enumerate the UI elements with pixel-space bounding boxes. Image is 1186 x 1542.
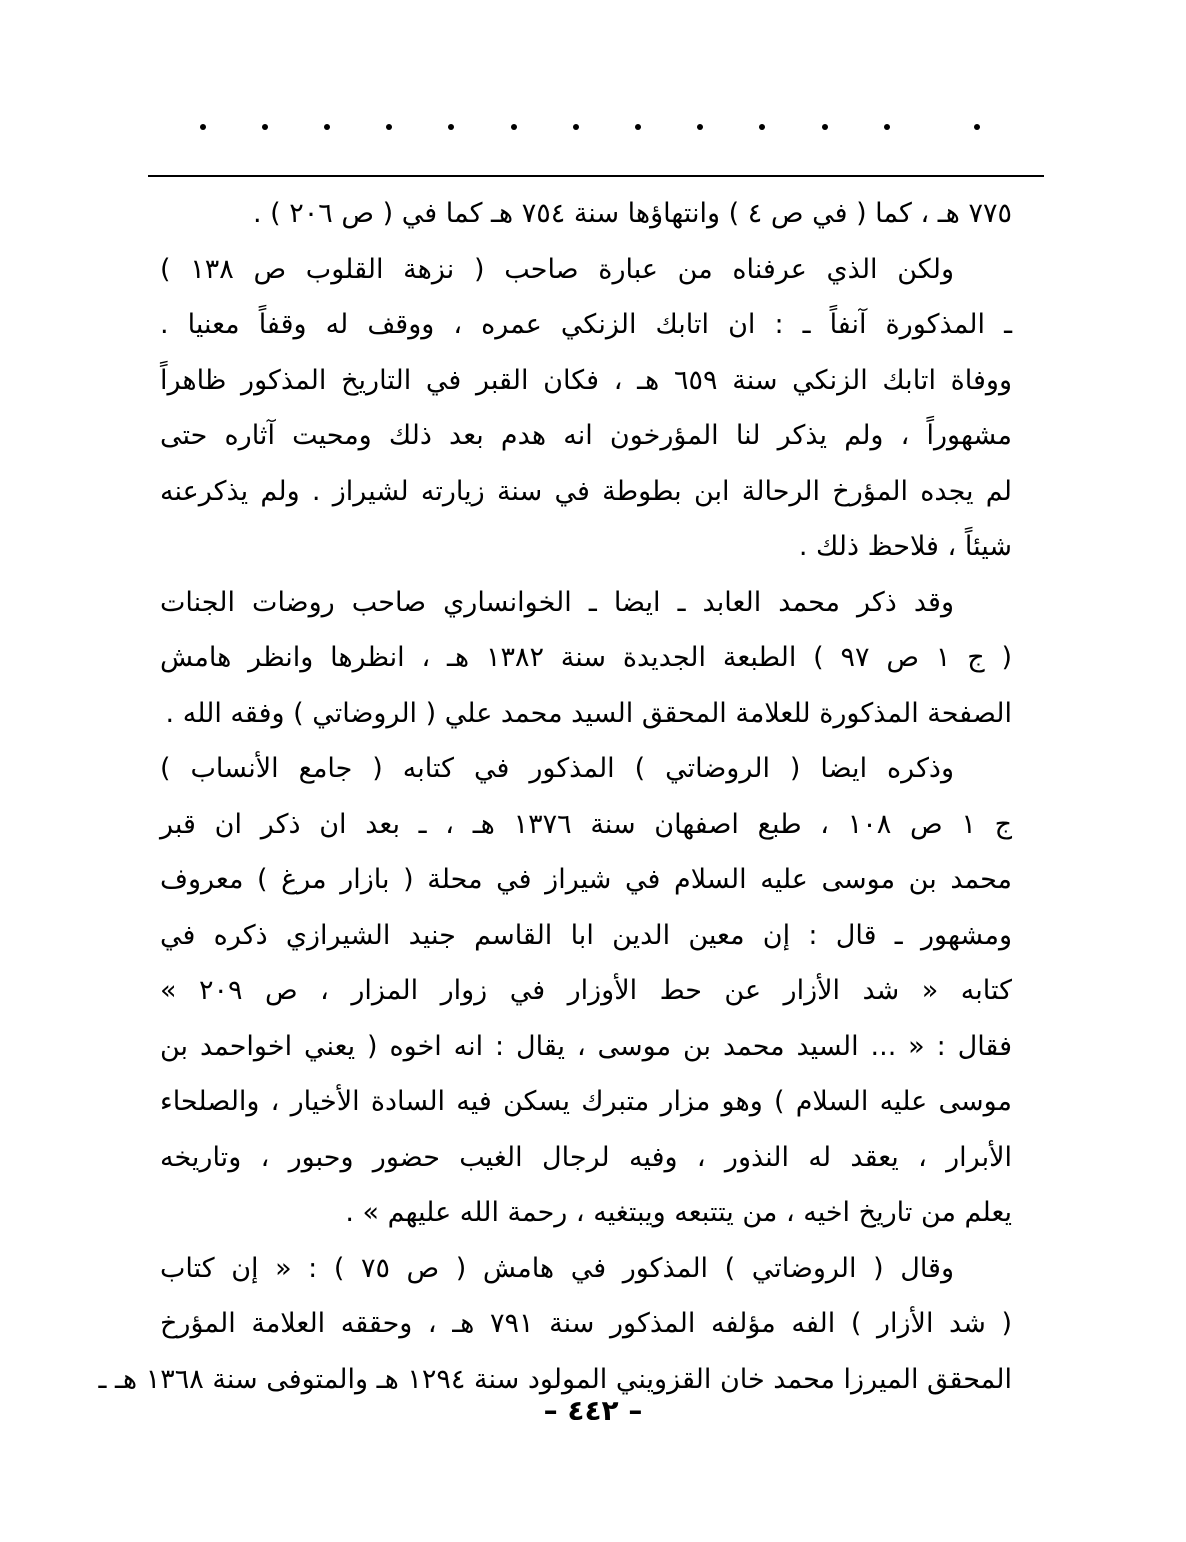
text-line: ولكن الذي عرفناه من عبارة صاحب ( نزهة القلوب ص ١٣٨ ) [160, 253, 954, 285]
text-line: وذكره ايضا ( الروضاتي ) المذكور في كتابه ( جامع الأنساب ) [160, 753, 954, 784]
text-line: موسى عليه السلام ) وهو مزار متبرك يسكن فيه السادة الأخيار ، والصلحاء [160, 1086, 1012, 1117]
dot [324, 124, 330, 130]
dot [511, 124, 517, 130]
text-line: لم يجده المؤرخ الرحالة ابن بطوطة في سنة زيارته لشيراز . ولم يذكرعنه [160, 475, 1012, 507]
dot [200, 124, 206, 130]
dot [822, 124, 828, 130]
text-line: المحقق الميرزا محمد خان القزويني المولود سنة ١٢٩٤ هـ والمتوفى سنة ١٣٦٨ هـ ـ [98, 1363, 1012, 1395]
text-line: ـ المذكورة آنفاً ـ : ان اتابك الزنكي عمره ، ووقف له وقفاً معنيا . [160, 309, 1012, 340]
dot [262, 124, 268, 130]
dot [386, 124, 392, 130]
decorative-dot-row [200, 124, 1000, 140]
text-line: فقال : « ... السيد محمد بن موسى ، يقال : انه اخوه ( يعني اخواحمد بن [160, 1030, 1012, 1062]
dot [759, 124, 765, 130]
text-line: شيئاً ، فلاحظ ذلك . [798, 531, 1012, 562]
text-line: ٧٧٥ هـ ، كما ( في ص ٤ ) وانتهاؤها سنة ٧٥٤ هـ كما في ( ص ٢٠٦ ) . [253, 198, 1012, 229]
text-line: ( ج ١ ص ٩٧ ) الطبعة الجديدة سنة ١٣٨٢ هـ ، انظرها وانظر هامش [160, 642, 1012, 673]
page-body-text [98, 186, 1013, 1407]
text-line: كتابه « شد الأزار عن حط الأوزار في زوار المزار ، ص ٢٠٩ » [160, 975, 1012, 1006]
text-line: الأبرار ، يعقد له النذور ، وفيه لرجال الغيب حضور وحبور ، وتاريخه [160, 1141, 1012, 1173]
text-line: ج ١ ص ١٠٨ ، طبع اصفهان سنة ١٣٧٦ هـ ، ـ بعد ان ذكر ان قبر [160, 808, 1013, 840]
text-line: محمد بن موسى عليه السلام في شيراز في محلة ( بازار مرغ ) معروف [160, 864, 1012, 895]
text-line: يعلم من تاريخ اخيه ، من يتتبعه ويبتغيه ، رحمة الله عليهم » . [345, 1197, 1012, 1228]
dot [884, 124, 890, 130]
text-line: وقد ذكر محمد العابد ـ ايضا ـ الخوانساري صاحب روضات الجنات [160, 586, 954, 618]
text-line: وقال ( الروضاتي ) المذكور في هامش ( ص ٧٥ ) : « إن كتاب [160, 1252, 954, 1284]
text-line: ( شد الأزار ) الفه مؤلفه المذكور سنة ٧٩١ هـ ، وحققه العلامة المؤرخ [160, 1308, 1013, 1339]
page-number: – ٤٤٢ – [543, 1394, 643, 1427]
dot [448, 124, 454, 130]
header-rule [148, 175, 1044, 177]
text-line: الصفحة المذكورة للعلامة المحقق السيد محمد علي ( الروضاتي ) وفقه الله . [165, 697, 1012, 729]
text-line: مشهوراً ، ولم يذكر لنا المؤرخون انه هدم بعد ذلك ومحيت آثاره حتى [160, 420, 1012, 451]
dot [974, 124, 980, 130]
text-line: ومشهور ـ قال : إن معين الدين ابا القاسم جنيد الشيرازي ذكره في [160, 919, 1012, 951]
dot [697, 124, 703, 130]
text-line: ووفاة اتابك الزنكي سنة ٦٥٩ هـ ، فكان القبر في التاريخ المذكور ظاهراً [160, 364, 1012, 396]
dot [635, 124, 641, 130]
dot [573, 124, 579, 130]
